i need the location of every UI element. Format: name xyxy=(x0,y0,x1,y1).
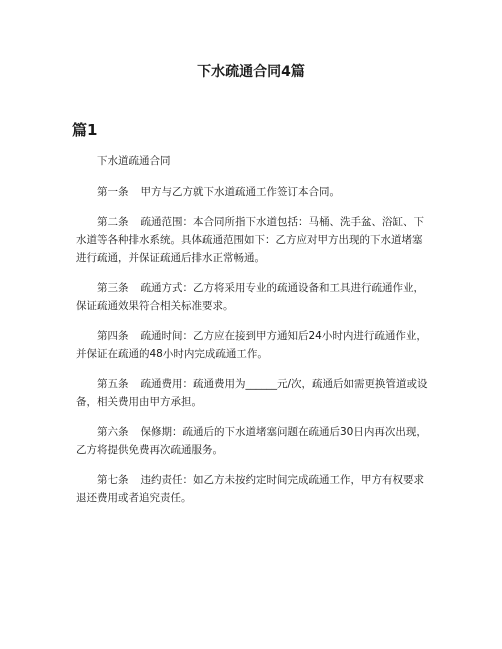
contract-name: 下水道疏通合同 xyxy=(97,155,171,167)
section-heading: 篇1 xyxy=(72,121,98,139)
article-number: 第六条 xyxy=(97,426,129,438)
article-text: 疏通范围：本合同所指下水道包括：马桶、洗手盆、浴缸、下水道等各种排水系统。具体疏通范围如下：乙方应对甲方出现的下水道堵塞进行疏通，并保证疏通后排水正常畅通。 xyxy=(76,216,424,264)
article-text: 保修期：疏通后的下水道堵塞问题在疏通后30日内再次出现，乙方将提供免费再次疏通服务。 xyxy=(76,426,427,456)
document-title: 下水疏通合同4篇 xyxy=(197,64,305,80)
article-number: 第一条 xyxy=(97,186,129,198)
article-5 xyxy=(76,375,432,411)
article-text: 疏通时间：乙方应在接到甲方通知后24小时内进行疏通作业，并保证在疏通的48小时内完成疏通工作。 xyxy=(76,330,427,360)
article-number: 第五条 xyxy=(97,378,129,390)
article-text: 违约责任：如乙方未按约定时间完成疏通工作，甲方有权要求退还费用或者追究责任。 xyxy=(76,474,424,504)
article-number: 第七条 xyxy=(97,474,129,486)
article-6 xyxy=(76,423,432,459)
article-number: 第二条 xyxy=(97,216,129,228)
article-text: 疏通方式：乙方将采用专业的疏通设备和工具进行疏通作业，保证疏通效果符合相关标准要求。 xyxy=(76,282,424,312)
article-7 xyxy=(76,471,432,507)
contract-body xyxy=(76,152,432,519)
article-1 xyxy=(76,183,432,201)
article-3 xyxy=(76,279,432,315)
article-2 xyxy=(76,213,432,267)
article-number: 第四条 xyxy=(97,330,129,342)
article-4 xyxy=(76,327,432,363)
article-text: 疏通费用：疏通费用为______元/次，疏通后如需更换管道或设备，相关费用由甲方承担。 xyxy=(76,378,428,408)
article-text: 甲方与乙方就下水道疏通工作签订本合同。 xyxy=(140,186,340,198)
article-number: 第三条 xyxy=(97,282,129,294)
